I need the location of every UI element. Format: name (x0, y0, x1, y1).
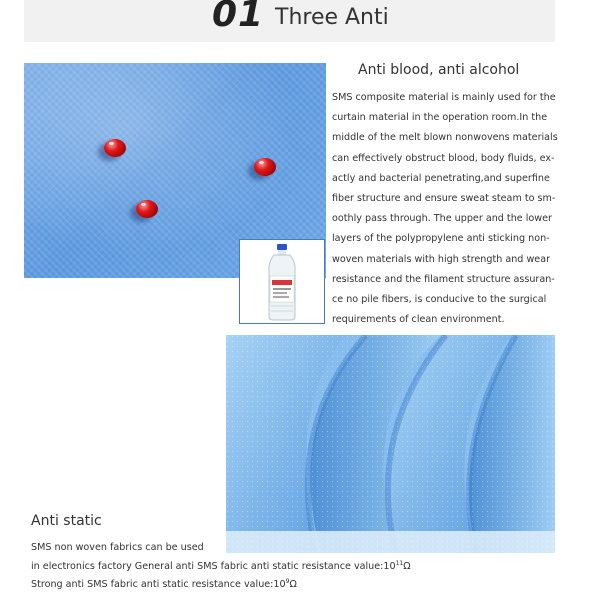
blood-droplet (254, 158, 276, 176)
description-line: actly and bacterial penetrating,and superfine (332, 172, 550, 184)
description-line: SMS composite material is mainly used for the (332, 92, 556, 103)
line-2-text: in electronics factory General anti SMS fabric anti static resistance value:10 (31, 561, 396, 573)
description-line: middle of the melt blown nonwovens materials (332, 132, 558, 144)
anti-static-line-3 (31, 578, 297, 590)
line-3-text: Strong anti SMS fabric anti static resistance value:10 (31, 579, 286, 591)
section-number: 01 (212, 0, 265, 35)
line-2-exponent: 11 (395, 560, 404, 567)
blood-droplet (104, 139, 126, 157)
description-line: oothly pass through. The upper and the lower (332, 213, 552, 225)
description-line: layers of the polypropylene anti sticking non- (332, 233, 550, 245)
anti-static-line-1: SMS non woven fabrics can be used (31, 542, 204, 553)
description-line: can effectively obstruct blood, body fluids, ex- (332, 152, 555, 164)
line-3-exponent: 9 (285, 578, 290, 585)
section-title: Three Anti (275, 5, 389, 30)
blood-droplet (136, 200, 158, 218)
folded-fabric-photo (226, 335, 555, 553)
description-line: fiber structure and ensure sweat steam to sm- (332, 193, 556, 205)
ohm-unit: Ω (289, 579, 297, 591)
anti-static-heading: Anti static (31, 513, 102, 529)
description-line: requirements of clean environment. (332, 314, 505, 326)
description-line: woven materials with high strength and wear (332, 253, 551, 265)
anti-static-line-2 (31, 560, 411, 572)
alcohol-bottle-photo (239, 239, 325, 324)
alcohol-bottle-icon (240, 240, 324, 323)
anti-blood-description (332, 88, 558, 330)
description-line: ce no pile fibers, is conducive to the surgical (332, 294, 547, 306)
anti-blood-heading: Anti blood, anti alcohol (358, 62, 520, 78)
description-line: resistance and the filament structure assuran- (332, 273, 555, 285)
description-line: curtain material in the operation room.In the (332, 112, 548, 124)
ohm-unit: Ω (403, 561, 411, 573)
folded-fabric-illustration (226, 335, 555, 553)
